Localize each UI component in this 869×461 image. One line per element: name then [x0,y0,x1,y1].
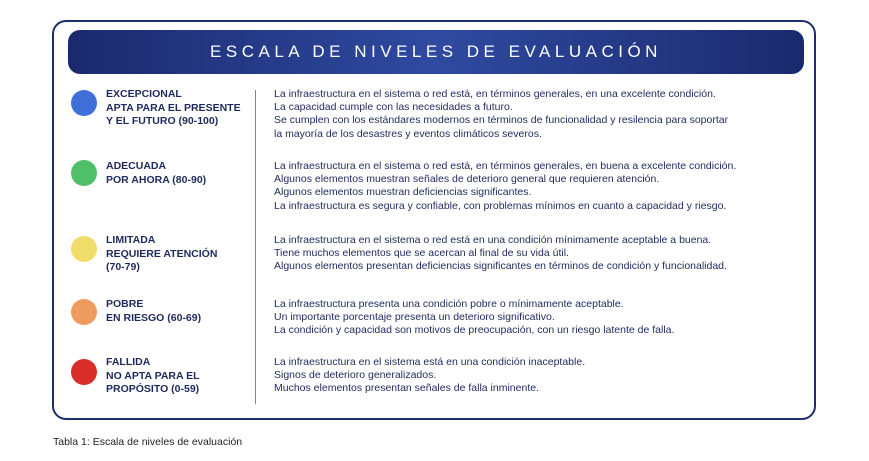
description-line: La infraestructura en el sistema está en una condición inaceptable. [274,356,586,368]
description-line: la mayoría de los desastres y eventos climáticos severos. [274,127,542,140]
description-line: Tiene muchos elementos que se acercan al final de su vida útil. [274,247,569,260]
level-color-dot [71,299,97,325]
level-color-dot [71,90,97,116]
level-label-line: EN RIESGO (60-69) [106,311,202,324]
level-label-line: APTA PARA EL PRESENTE [106,101,241,114]
title-banner [68,30,804,74]
description-line: Signos de deterioro generalizados. [274,369,437,382]
level-label-line: POBRE [106,298,144,310]
table-caption: Tabla 1: Escala de niveles de evaluación [53,436,243,448]
level-label [106,234,256,275]
description-line: Algunos elementos muestran señales de deterioro general que requieren atención. [274,173,660,186]
level-label-line: LIMITADA [106,234,156,246]
description-line: Se cumplen con los estándares modernos en términos de funcionalidad y resilencia para soportar [274,114,729,127]
level-label [106,298,256,325]
level-label-line: PROPÓSITO (0-59) [106,383,200,395]
level-label [106,88,256,129]
level-color-dot [71,160,97,186]
level-description [274,160,814,213]
level-description [274,298,814,338]
level-label-line: NO APTA PARA EL [106,369,200,382]
level-color-dot [71,359,97,385]
level-label-line: POR AHORA (80-90) [106,173,207,186]
description-line: La infraestructura presenta una condición pobre o mínimamente aceptable. [274,298,624,310]
level-label-line: FALLIDA [106,356,151,368]
description-line: La infraestructura en el sistema o red está en una condición mínimamente aceptable a buena. [274,234,712,246]
description-line: La infraestructura es segura y confiable, con problemas mínimos en cuanto a capacidad y riesgo. [274,199,727,212]
level-label-line: EXCEPCIONAL [106,88,182,100]
description-line: Un importante porcentaje presenta un deterioro significativo. [274,311,555,324]
description-line: La condición y capacidad son motivos de preocupación, con un riesgo latente de falla. [274,324,675,337]
evaluation-scale-card [52,20,816,420]
level-label [106,160,256,187]
description-line: Algunos elementos presentan deficiencias significantes en términos de condición y funcionalidad. [274,260,727,273]
description-line: Muchos elementos presentan señales de falla inminente. [274,382,539,395]
description-line: Algunos elementos muestran deficiencias significantes. [274,186,532,199]
description-line: La infraestructura en el sistema o red está, en términos generales, en buena a excelente condición. [274,160,737,172]
level-description [274,356,814,396]
description-line: La capacidad cumple con las necesidades a futuro. [274,101,513,114]
level-color-dot [71,236,97,262]
level-label-line: REQUIERE ATENCIÓN [106,247,218,260]
level-description [274,234,814,274]
description-line: La infraestructura en el sistema o red está, en términos generales, en una excelente condición. [274,88,716,100]
level-description [274,88,814,141]
level-label-line: Y EL FUTURO (90-100) [106,115,219,127]
level-label-line: ADECUADA [106,160,167,172]
level-label-line: (70-79) [106,261,140,273]
page-title: ESCALA DE NIVELES DE EVALUACIÓN [210,42,662,61]
level-label [106,356,256,397]
